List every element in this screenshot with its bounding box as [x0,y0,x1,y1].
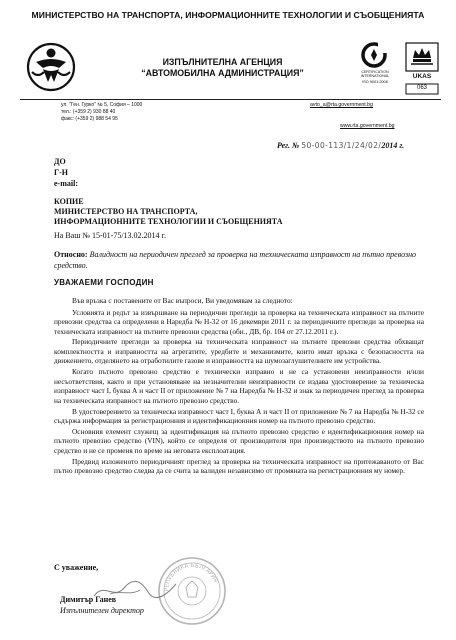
signer-name: Димитър Ганев [60,595,117,604]
regno-handwritten-value: 50-00-113/1/24/02/ [301,141,382,150]
body-paragraph: Предвид изложеното периодичният преглед за проверка на техническата изправност на притежаваното от Вас пътно превозно средство следва да се счита за валиден независимо от промяната на регистрационния му номер. [54,456,424,476]
ministry-title: МИНИСТЕРСТВО НА ТРАНСПОРТА, ИНФОРМАЦИОННИТЕ ТЕХНОЛОГИИ И СЪОБЩЕНИЯТА [31,10,425,20]
contact-email-link[interactable]: avto_a@rta.government.bg [310,102,373,108]
registration-number [277,141,404,150]
body-paragraph: Периодичните прегледи за проверка на техническата изправност на пътните превозни средства обхващат комплектността и изправността на агрегатите, уредбите и механизмите, които имат връзка с безопасността на движението, отделянето на отработилите газове и изправността на шумозаглушителните им устройства. [54,337,424,366]
agency-name [115,57,330,79]
body-paragraph: В удостоверението за техническа изправност част I, буква А и част II от приложение № 7 на Наредба № Н-32 се съдържа информация за регистрационния и идентификационния номер на пътното превозно средство. [54,406,424,426]
agency-line-2: “АВТОМОБИЛНА АДМИНИСТРАЦИЯ” [141,68,304,78]
regno-label: Рег. № [277,141,300,150]
salutation: УВАЖАЕМИ ГОСПОДИН [54,278,154,287]
body-paragraph: Във връзка с поставените от Вас въпроси, Ви уведомявам за следното: [72,296,293,305]
ukas-crown-icon [406,43,438,71]
stamp-text: РЕПУБЛИКА БЪЛГАРИЯ [163,562,219,592]
addressee-block [54,156,78,189]
copy-block [54,197,283,227]
letter-body [54,296,424,477]
contact-address: ул. "Ген. Гурко" № 5, София – 1000 [61,102,143,108]
copy-line-2: ИНФОРМАЦИОННИТЕ ТЕХНОЛОГИИ И СЪОБЩЕНИЯТА [54,217,283,226]
reference-number: На Ваш № 15-01-75/13.02.2014 г. [54,231,166,240]
contact-fax: факс: (+359 2) 988 54 95 [61,116,118,122]
closing-phrase: С уважение, [54,563,99,572]
body-paragraph: Основния елемент служещ за идентификация на пътното превозно средство е идентификационния номер на пътното превозно средство (VIN), който се определя от производителя при производството на пътното превозно средство и не се променя по време на неговата експлоатация. [54,426,424,455]
ukas-label: UKAS [412,73,432,80]
header-divider [20,99,441,100]
subject-label: Относно: [54,250,88,259]
iso-cert-icon [363,42,387,66]
addressee-email: e-mail: [54,179,78,188]
contact-web-link[interactable]: www.rta.government.bg [340,123,395,129]
addressee-mr: Г-Н [54,168,68,177]
body-paragraph: Условията и редът за извършване на периодични прегледи за проверка на техническата изправност на пътните превозни средства са определени в Наредба № Н-32 от 16 декември 2011 г. за периодичните прегледи за проверка на техническата изправност на пътните превозни средства (обн., ДВ, бр. 104 от 27.12.2011 г.). [54,307,424,336]
subject-line [54,249,424,271]
iso-cert-label: CERTIFICATION INTERNATIONAL [360,70,390,79]
contact-block [61,102,142,123]
contact-tel: тел.: (+359 2) 930 88 40 [61,109,116,115]
agency-line-1: ИЗПЪЛНИТЕЛНА АГЕНЦИЯ [162,57,283,67]
signer-title: Изпълнителен директор [60,606,144,615]
copy-line-1: МИНИСТЕРСТВО НА ТРАНСПОРТА, [54,207,198,216]
iso-cert-standard: ISO 9001:2008 [362,80,388,84]
addressee-to: ДО [54,157,66,166]
cert-number: 063 [416,85,427,91]
copy-label: КОПИЕ [54,197,84,206]
certification-marks [354,40,444,101]
body-paragraph: Когато пътното превозно средство е технически изправно и не са установени неизправности и/или несъответствия, както и при установяване на незначителни неизправности се издава удостоверение за техническа изправност част I, буква А и част II от приложение № 7 на Наредба № Н-32 и знак за периодичен преглед за проверка на техническата изправност на пътното превозно средство. [54,367,424,405]
subject-text: Валидност на периодичен преглед за проверка на техническата изправност на пътно превозно средство. [54,250,417,270]
agency-logo [26,42,76,97]
regno-year: 2014 г. [381,141,405,150]
